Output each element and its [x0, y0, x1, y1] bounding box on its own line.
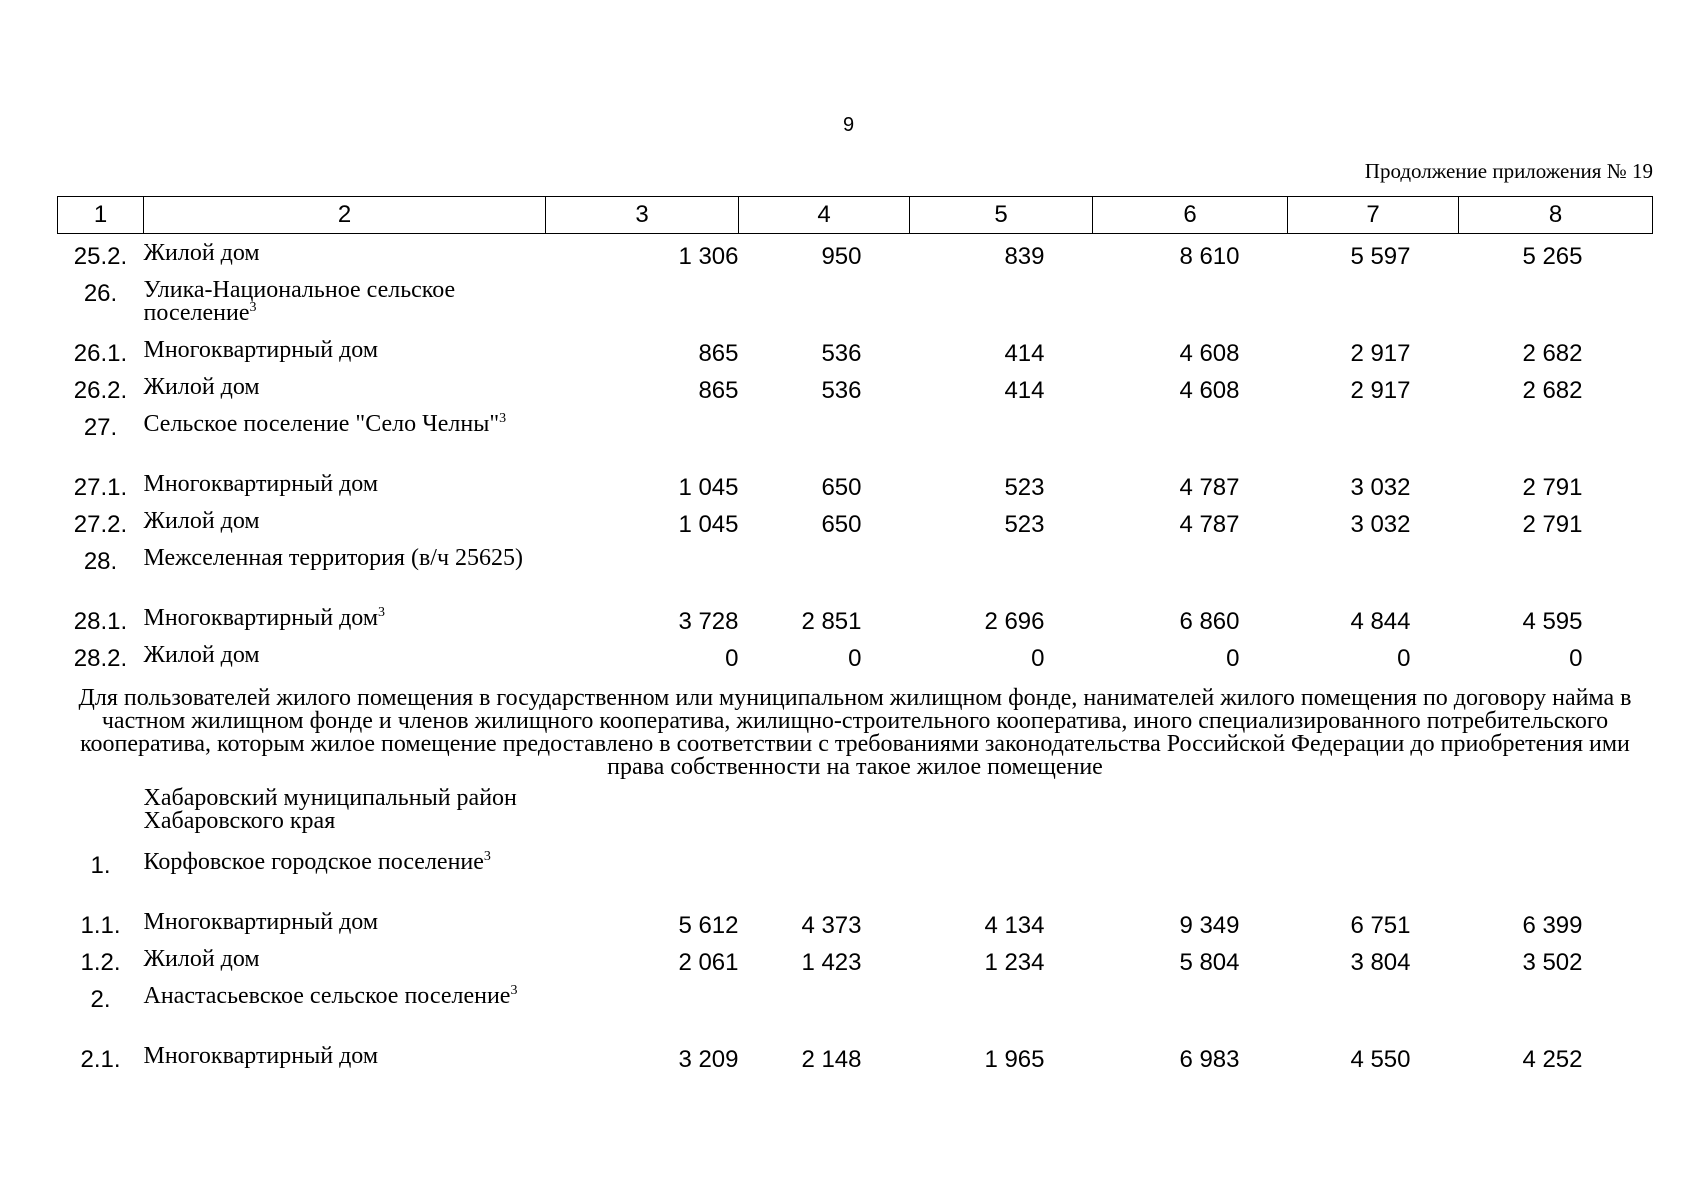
row-value [546, 547, 739, 607]
row-name: Жилой дом [143, 240, 260, 266]
row-value [1288, 985, 1459, 1045]
row-value: 8 610 [1179, 243, 1240, 270]
row-value [910, 851, 1093, 911]
row-value: 4 844 [1350, 608, 1411, 635]
page-number: 9 [842, 114, 855, 136]
row-value [1459, 279, 1653, 339]
row-number: 26. [83, 280, 118, 307]
row-value: 536 [821, 377, 862, 404]
table-row [58, 985, 1653, 1045]
table-row [58, 510, 1653, 547]
row-value: 2 917 [1350, 340, 1411, 367]
row-value: 0 [848, 645, 862, 672]
row-value [1288, 413, 1459, 473]
footnote-mark: 3 [499, 411, 507, 426]
row-value [546, 851, 739, 911]
table-row [58, 948, 1653, 985]
row-name: Жилой дом [143, 642, 260, 668]
header-cell: 3 [546, 197, 739, 234]
row-value [1093, 851, 1288, 911]
row-value: 6 399 [1522, 912, 1583, 939]
row-value: 4 252 [1522, 1046, 1583, 1073]
row-value: 0 [725, 645, 739, 672]
row-value: 3 502 [1522, 949, 1583, 976]
header-cell: 1 [58, 197, 144, 234]
row-value: 865 [698, 377, 739, 404]
row-value [546, 413, 739, 473]
row-number: 2.1. [80, 1046, 121, 1073]
table-body [58, 234, 1653, 1083]
row-value: 4 134 [984, 912, 1045, 939]
row-name: Корфовское городское поселение$^3$ [143, 849, 491, 875]
row-name: Многоквартирный дом [143, 471, 379, 497]
row-value: 3 728 [678, 608, 739, 635]
row-value [910, 985, 1093, 1045]
row-number: 1. [90, 852, 111, 879]
row-name: Межселенная территория (в/ч 25625) [143, 545, 524, 571]
header-cell: 2 [144, 197, 546, 234]
row-name: Многоквартирный дом [143, 337, 379, 363]
tariff-table [57, 196, 1653, 1082]
row-value: 839 [1004, 243, 1045, 270]
table-header-row [58, 197, 1653, 234]
row-value: 1 045 [678, 474, 739, 501]
row-value [1288, 851, 1459, 911]
row-value: 2 917 [1350, 377, 1411, 404]
row-value: 3 032 [1350, 474, 1411, 501]
row-name: Сельское поселение "Село Челны"$^3$ [143, 411, 507, 437]
annex-continuation-note: Продолжение приложения № 19 [1364, 159, 1653, 183]
row-value: 0 [1569, 645, 1583, 672]
row-value: 2 791 [1522, 474, 1583, 501]
row-value: 650 [821, 474, 862, 501]
row-value [546, 279, 739, 339]
row-value: 4 595 [1522, 608, 1583, 635]
row-value: 2 851 [801, 608, 862, 635]
row-value: 3 804 [1350, 949, 1411, 976]
table-row [58, 234, 1653, 280]
table-row [58, 911, 1653, 948]
row-value: 4 373 [801, 912, 862, 939]
row-value: 5 804 [1179, 949, 1240, 976]
row-value [739, 547, 910, 607]
footnote-mark: 3 [510, 983, 518, 998]
row-value [739, 413, 910, 473]
row-value [910, 547, 1093, 607]
row-value: 9 349 [1179, 912, 1240, 939]
row-number: 1.2. [80, 949, 121, 976]
row-number: 1.1. [80, 912, 121, 939]
row-value: 650 [821, 511, 862, 538]
row-name: Жилой дом [143, 508, 260, 534]
table-row [58, 339, 1653, 376]
row-value [910, 279, 1093, 339]
row-value: 4 608 [1179, 377, 1240, 404]
row-value: 1 306 [678, 243, 739, 270]
row-value [1288, 547, 1459, 607]
row-number: 2. [90, 986, 111, 1013]
row-value: 5 265 [1522, 243, 1583, 270]
row-value [1459, 985, 1653, 1045]
table-row [58, 1045, 1653, 1082]
row-name: Многоквартирный дом [143, 1043, 379, 1069]
row-name: Улика-Национальное сельское поселение$^3$ [143, 277, 456, 326]
row-value: 4 787 [1179, 474, 1240, 501]
header-cell: 4 [739, 197, 910, 234]
row-number: 27. [83, 414, 118, 441]
table-row [58, 851, 1653, 911]
row-value: 2 791 [1522, 511, 1583, 538]
row-value: 2 696 [984, 608, 1045, 635]
table-row [58, 279, 1653, 339]
row-value: 1 234 [984, 949, 1045, 976]
row-value: 4 550 [1350, 1046, 1411, 1073]
row-value: 865 [698, 340, 739, 367]
row-value: 6 751 [1350, 912, 1411, 939]
row-value: 0 [1031, 645, 1045, 672]
row-value: 2 682 [1522, 340, 1583, 367]
header-cell: 5 [910, 197, 1093, 234]
row-value: 4 608 [1179, 340, 1240, 367]
row-value [546, 985, 739, 1045]
row-value [1093, 547, 1288, 607]
section-title: Для пользователей жилого помещения в государственном или муниципальном жилищном фонде, нанимателей жилого помещения по договору найма в частном жилищном фонде и членов жилищного кооператива, жилищно-строительного кооператива, иного специализированного потребительского кооператива, которым жилое помещение предоставлено в соответствии с требованиями законодательства Российской Федерации до приобретения ими права собственности на такое жилое помещение [78, 685, 1632, 780]
row-name: Жилой дом [143, 374, 260, 400]
region-num-cell [58, 787, 144, 851]
region-title-row [58, 787, 1653, 851]
row-number: 27.1. [73, 474, 128, 501]
row-value: 1 423 [801, 949, 862, 976]
row-value: 414 [1004, 340, 1045, 367]
header-cell: 8 [1459, 197, 1653, 234]
table-row [58, 644, 1653, 681]
row-value: 3 209 [678, 1046, 739, 1073]
row-value: 2 682 [1522, 377, 1583, 404]
row-value: 3 032 [1350, 511, 1411, 538]
row-number: 28. [83, 548, 118, 575]
row-value [1093, 413, 1288, 473]
table-row [58, 413, 1653, 473]
row-value [739, 985, 910, 1045]
row-value [1093, 279, 1288, 339]
row-number: 28.1. [73, 608, 128, 635]
section-title-row [58, 681, 1653, 787]
footnote-mark: 3 [483, 849, 491, 864]
table-row [58, 547, 1653, 607]
row-value: 5 597 [1350, 243, 1411, 270]
row-value [1288, 279, 1459, 339]
row-value: 2 061 [678, 949, 739, 976]
row-number: 26.1. [73, 340, 128, 367]
region-empty-cell [546, 787, 1653, 851]
row-value: 0 [1226, 645, 1240, 672]
row-value [739, 279, 910, 339]
row-value: 1 965 [984, 1046, 1045, 1073]
footnote-mark: 3 [249, 300, 257, 315]
row-number: 28.2. [73, 645, 128, 672]
row-number: 26.2. [73, 377, 128, 404]
row-value [910, 413, 1093, 473]
row-value: 523 [1004, 511, 1045, 538]
table-row [58, 376, 1653, 413]
table-row [58, 473, 1653, 510]
region-title: Хабаровский муниципальный район Хабаровского края [143, 785, 517, 834]
row-value [1093, 985, 1288, 1045]
header-cell: 7 [1288, 197, 1459, 234]
row-value [1459, 851, 1653, 911]
row-value: 6 983 [1179, 1046, 1240, 1073]
row-value: 6 860 [1179, 608, 1240, 635]
row-name: Многоквартирный дом$^3$ [143, 605, 386, 631]
row-value: 0 [1397, 645, 1411, 672]
row-name: Анастасьевское сельское поселение$^3$ [143, 983, 518, 1009]
row-name: Жилой дом [143, 946, 260, 972]
row-value [1459, 547, 1653, 607]
row-value: 414 [1004, 377, 1045, 404]
table-row [58, 607, 1653, 644]
row-name: Многоквартирный дом [143, 909, 379, 935]
footnote-mark: 3 [378, 605, 386, 620]
row-value: 2 148 [801, 1046, 862, 1073]
row-value [1459, 413, 1653, 473]
header-cell: 6 [1093, 197, 1288, 234]
row-value: 1 045 [678, 511, 739, 538]
row-value [739, 851, 910, 911]
row-value: 4 787 [1179, 511, 1240, 538]
row-value: 536 [821, 340, 862, 367]
row-number: 27.2. [73, 511, 128, 538]
row-number: 25.2. [73, 243, 128, 270]
row-value: 5 612 [678, 912, 739, 939]
row-value: 950 [821, 243, 862, 270]
row-value: 523 [1004, 474, 1045, 501]
